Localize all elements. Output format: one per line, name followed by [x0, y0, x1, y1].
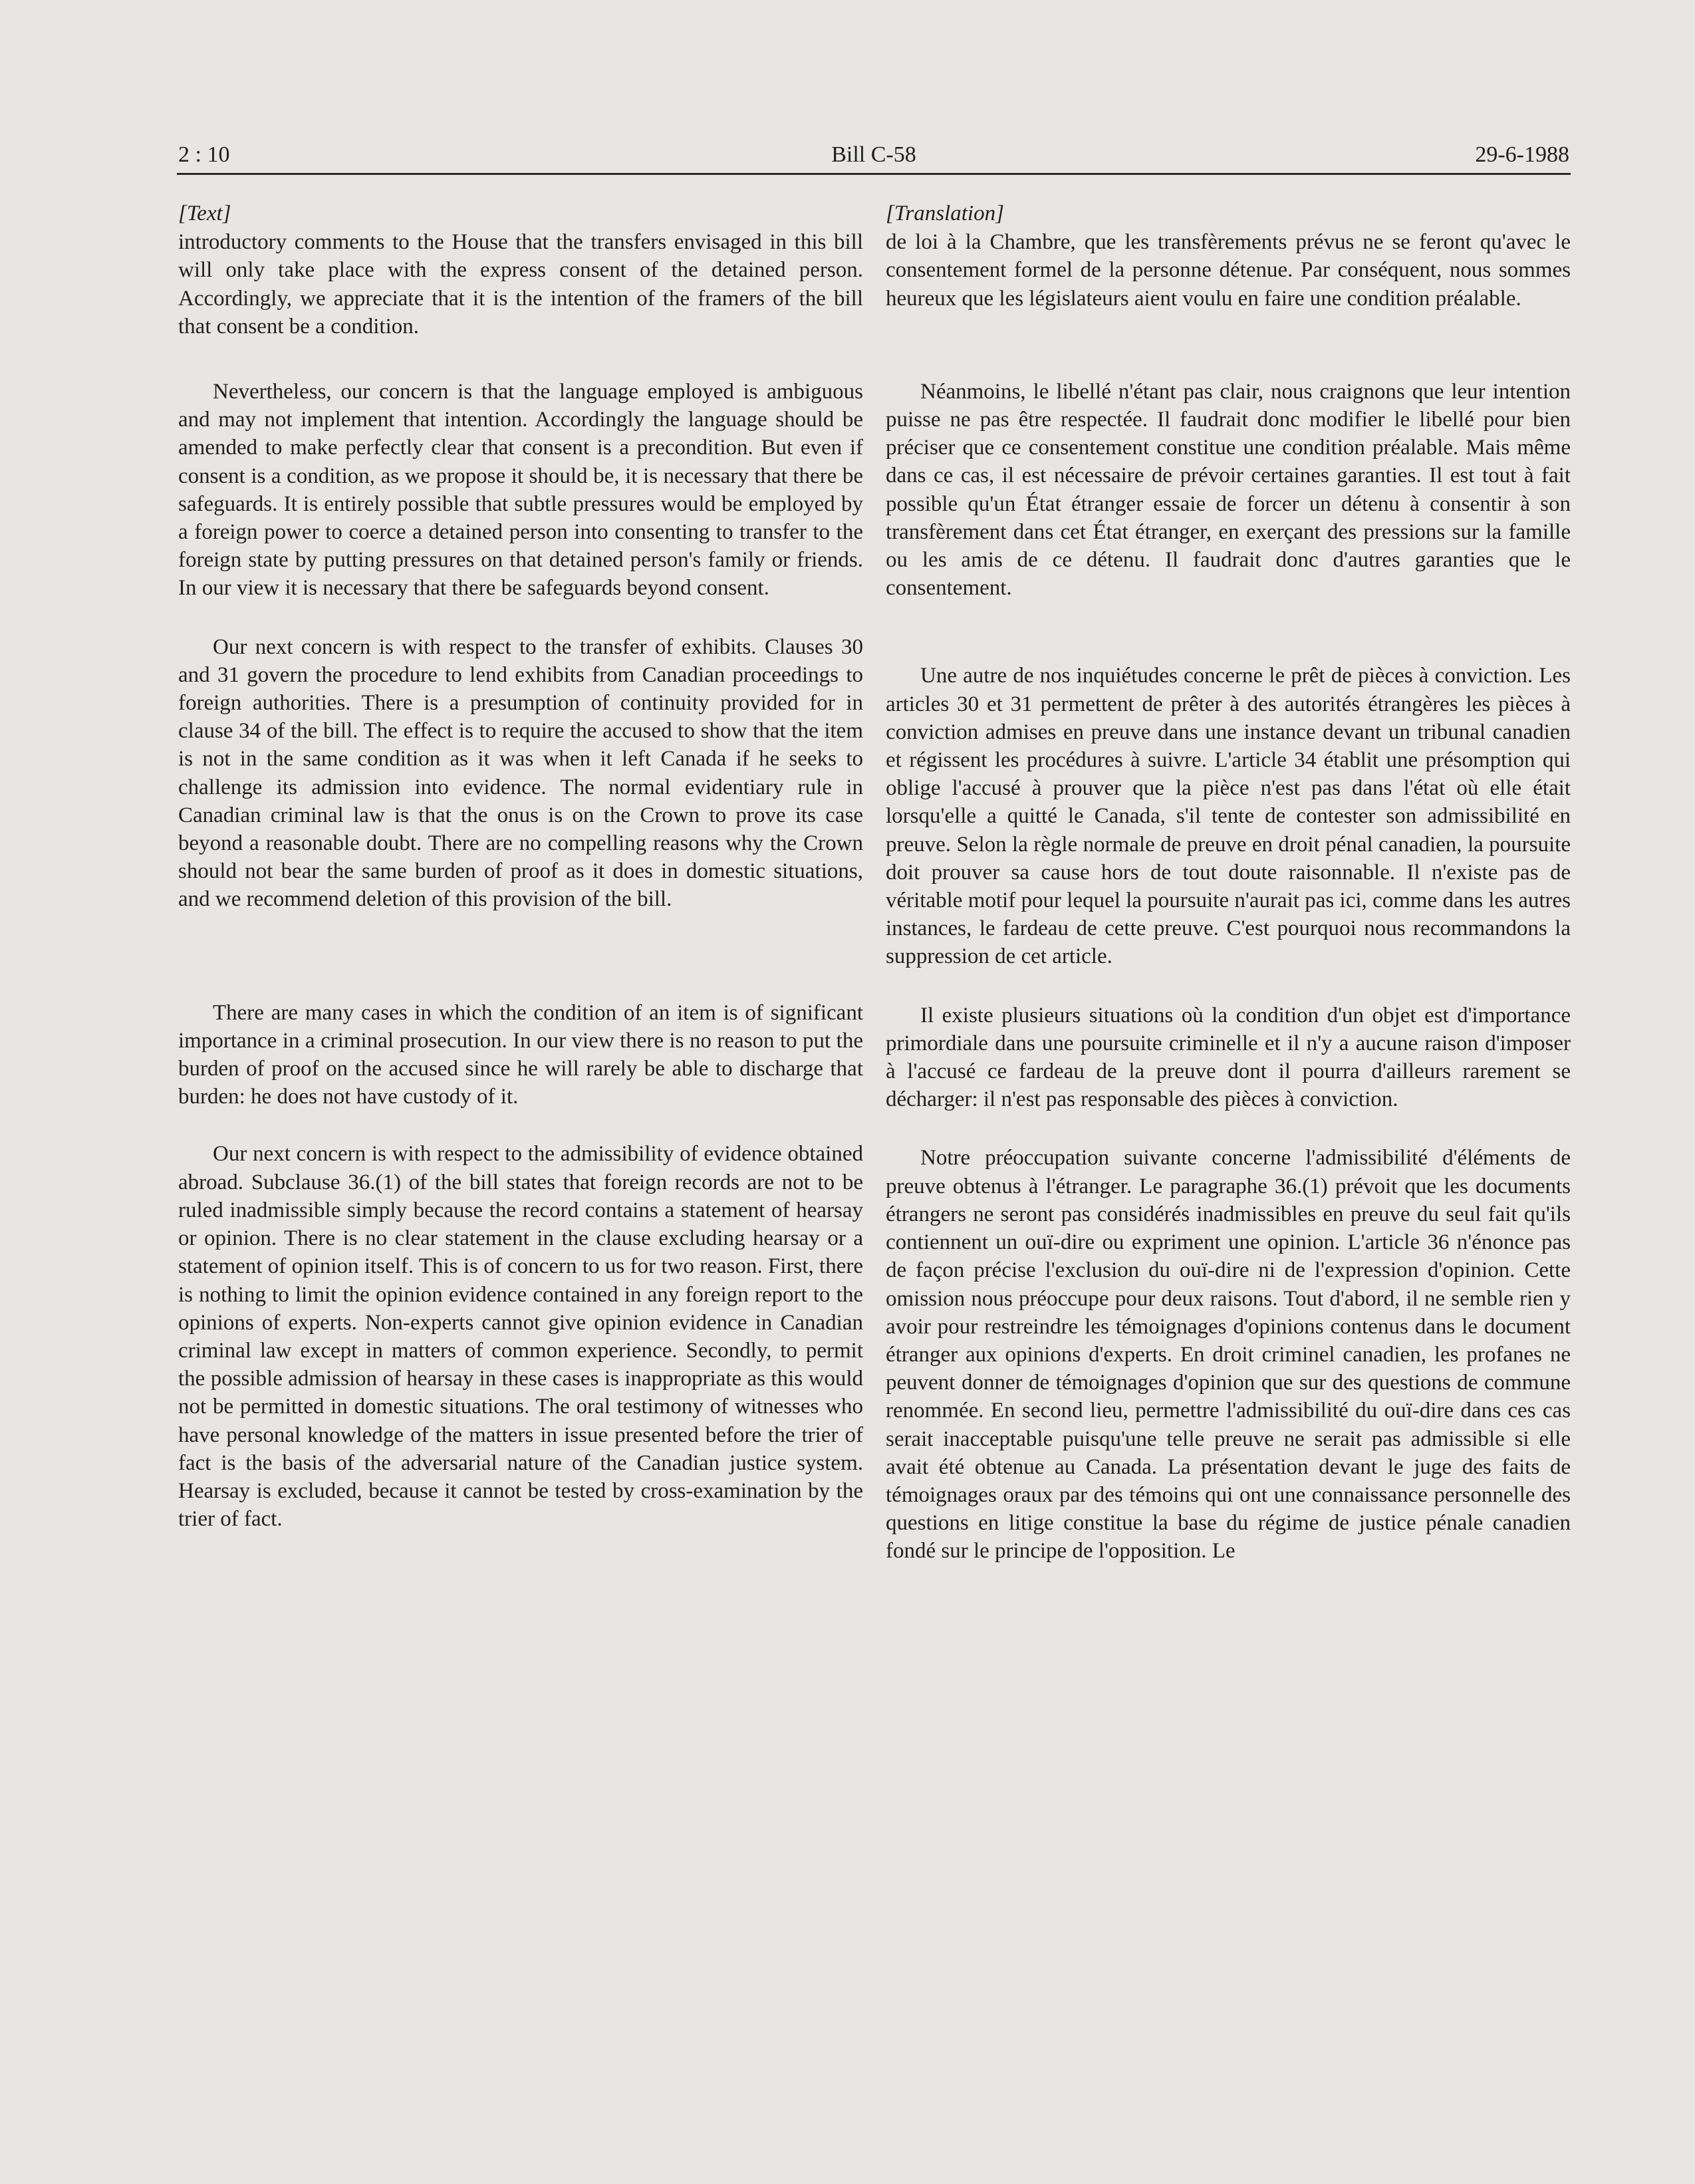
translation-label: [Translation] [886, 202, 1004, 225]
fr-paragraph-3: Une autre de nos inquiétudes concerne le prêt de pièces à conviction. Les articles 30 et 31 permettent de prêter à des autorités étrangères les pièces à conviction admises en preuve dans une instance devant un tribunal canadien et régissent les procédures à suivre. L'article 34 établit une présomption qui oblige l'accusé à prouver que la pièce n'est pas dans l'état où elle était lorsqu'elle a quitté le Canada, s'il tente de contester son admissibilité en preuve. Selon la règle normale de preuve en droit pénal canadien, la poursuite doit prouver sa cause hors de tout doute raisonnable. Il n'existe pas de véritable motif pour lequel la poursuite n'aurait pas ici, comme dans les autres instances, le fardeau de cette preuve. C'est pourquoi nous recommandons la suppression de cet article. [886, 664, 1571, 969]
french-column [886, 200, 1571, 1566]
document-title: Bill C-58 [831, 142, 916, 167]
document-date: 29-6-1988 [1475, 142, 1569, 167]
fr-paragraph-1: de loi à la Chambre, que les transfèrements prévus ne se feront qu'avec le consentement formel de la personne détenue. Par conséquent, nous sommes heureux que les législateurs aient voulu en faire une condition préalable. [886, 230, 1571, 311]
en-paragraph-5: Our next concern is with respect to the admissibility of evidence obtained abroad. Subclause 36.(1) of the bill states that foreign records are not to be ruled inadmissible simply because the record contains a statement of hearsay or opinion. There is no clear statement in the clause excluding hearsay or a statement of opinion itself. This is of concern to us for two reason. First, there is nothing to limit the opinion evidence contained in any foreign report to the opinions of experts. Non-experts cannot give opinion evidence in Canadian criminal law except in matters of common experience. Secondly, to permit the possible admission of hearsay in these cases is inappropriate as this would not be permitted in domestic situations. The oral testimony of witnesses who have personal knowledge of the matters in issue presented before the trier of fact is the basis of the adversarial nature of the Canadian justice system. Hearsay is excluded, because it cannot be tested by cross-examination by the trier of fact. [178, 1142, 863, 1532]
header-rule [177, 173, 1571, 175]
text-label: [Text] [178, 202, 231, 225]
page-number: 2 : 10 [178, 142, 230, 167]
en-paragraph-4: There are many cases in which the condition of an item is of significant importance in a criminal prosecution. In our view there is no reason to put the burden of proof on the accused since he will rarely be able to discharge that burden: he does not have custody of it. [178, 1000, 863, 1109]
en-paragraph-1: introductory comments to the House that the transfers envisaged in this bill will only take place with the express consent of the detained person. Accordingly, we appreciate that it is the intention of the framers of the bill that consent be a condition. [178, 230, 863, 339]
english-column [178, 200, 863, 1533]
en-paragraph-2: Nevertheless, our concern is that the language employed is ambiguous and may not implement that intention. Accordingly the language should be amended to make perfectly clear that consent is a precondition. But even if consent is a condition, as we propose it should be, it is necessary that there be safeguards. It is entirely possible that subtle pressures would be employed by a foreign power to coerce a detained person into consenting to transfer to the foreign state by putting pressures on that detained person's family or friends. In our view it is necessary that there be safeguards beyond consent. [178, 380, 863, 601]
fr-paragraph-4: Il existe plusieurs situations où la condition d'un objet est d'importance primordiale dans une poursuite criminelle et il n'y a aucune raison d'imposer à l'accusé ce fardeau de la preuve dont il pourra d'ailleurs rarement se décharger: il n'est pas responsable des pièces à conviction. [886, 1003, 1571, 1112]
fr-paragraph-5: Notre préoccupation suivante concerne l'admissibilité d'éléments de preuve obtenus à l'étranger. Le paragraphe 36.(1) prévoit que les documents étrangers ne seront pas considérés inadmissibles en preuve du seul fait qu'ils contiennent un ouï-dire ou expriment une opinion. L'article 36 n'énonce pas de façon précise l'exclusion du ouï-dire ni de l'expression d'opinion. Cette omission nous préoccupe pour deux raisons. Tout d'abord, il ne semble rien y avoir pour restreindre les témoignages d'opinions contenus dans le document étranger aux opinions d'experts. En droit criminel canadien, les profanes ne peuvent donner de témoignages d'opinion que sur des questions de commune renommée. En second lieu, permettre l'admissibilité du ouï-dire dans ces cas serait inacceptable puisqu'une telle preuve ne serait pas admissible si elle avait été obtenue au Canada. La présentation devant le juge des faits de témoignages oraux par des témoins qui ont une connaissance personnelle des questions en litige constitue la base du régime de justice pénale canadien fondé sur le principe de l'opposition. Le [886, 1146, 1571, 1564]
page-header [178, 138, 1569, 173]
fr-paragraph-2: Néanmoins, le libellé n'étant pas clair, nous craignons que leur intention puisse ne pas être respectée. Il faudrait donc modifier le libellé pour bien préciser que ce consentement constitue une condition préalable. Mais même dans ce cas, il est nécessaire de prévoir certaines garanties. Il est tout à fait possible qu'un État étranger essaie de forcer un détenu à consentir à son transfèrement dans cet État étranger, en exerçant des pressions sur la famille ou les amis de ce détenu. Il faudrait donc d'autres garanties que le consentement. [886, 379, 1571, 601]
en-paragraph-3: Our next concern is with respect to the transfer of exhibits. Clauses 30 and 31 govern the procedure to lend exhibits from Canadian proceedings to foreign authorities. There is a presumption of continuity provided for in clause 34 of the bill. The effect is to require the accused to show that the item is not in the same condition as it was when it left Canada if he seeks to challenge its admission into evidence. The normal evidentiary rule in Canadian criminal law is that the onus is on the Crown to prove its case beyond a reasonable doubt. There are no compelling reasons why the Crown should not bear the same burden of proof as it does in domestic situations, and we recommend deletion of this provision of the bill. [178, 634, 863, 912]
